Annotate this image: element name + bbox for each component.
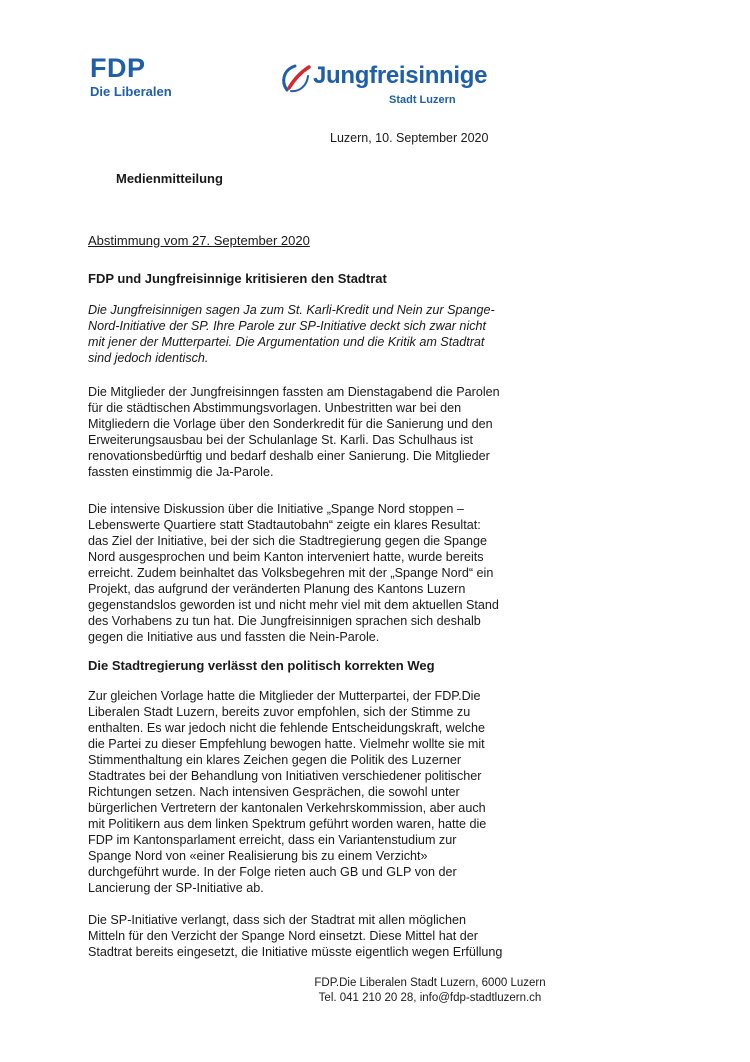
body-paragraph-4: [88, 912, 558, 960]
paragraph-line: FDP im Kantonsparlament erreicht, dass ein Variantenstudium zur: [88, 833, 457, 847]
body-paragraph-1: [88, 384, 558, 480]
jungfreisinnige-logo: [279, 62, 509, 112]
jungfreisinnige-emblem-icon: [279, 62, 313, 96]
paragraph-line: die Partei zu dieser Empfehlung bewogen hatte. Vielmehr wollte sie mit: [88, 737, 485, 751]
paragraph-line: Mitgliedern die Vorlage über den Sonderkredit für die Sanierung und den: [88, 417, 493, 431]
paragraph-line: Projekt, das aufgrund der veränderten Planung des Kantons Luzern: [88, 582, 466, 596]
document-subject: Abstimmung vom 27. September 2020: [88, 233, 310, 248]
paragraph-line: enthalten. Es war jedoch nicht die fehlende Entscheidungskraft, welche: [88, 721, 485, 735]
paragraph-line: Stimmenthaltung ein klares Zeichen gegen die Politik des Luzerner: [88, 753, 462, 767]
paragraph-line: renovationsbedürftig und bedarf deshalb einer Sanierung. Die Mitglieder: [88, 449, 490, 463]
paragraph-line: gegen die Initiative aus und fassten die Nein-Parole.: [88, 630, 380, 644]
lead-paragraph: [88, 302, 558, 366]
footer-contact: Tel. 041 210 20 28, info@fdp-stadtluzern.ch: [318, 992, 542, 1004]
jungfreisinnige-logo-title: Jungfreisinnige: [313, 62, 488, 89]
paragraph-line: Stadtrat bereits eingesetzt, die Initiative müsste eigentlich wegen Erfüllung: [88, 945, 503, 959]
fdp-logo-mark: FDP: [90, 53, 146, 83]
document-type: Medienmitteilung: [116, 171, 223, 186]
paragraph-line: Stadtrates bei der Behandlung von Initiativen verschiedener politischer: [88, 769, 482, 783]
paragraph-line: gegenstandslos geworden ist und nicht mehr viel mit dem aktuellen Stand: [88, 598, 499, 612]
lead-line: Die Jungfreisinnigen sagen Ja zum St. Karli-Kredit und Nein zur Spange-: [88, 303, 495, 317]
paragraph-line: Die intensive Diskussion über die Initiative „Spange Nord stoppen –: [88, 502, 464, 516]
body-paragraph-2: [88, 501, 558, 645]
paragraph-line: bürgerlichen Vertretern der kantonalen Verkehrskommission, aber auch: [88, 801, 486, 815]
paragraph-line: Die Mitglieder der Jungfreisinngen fassten am Dienstagabend die Parolen: [88, 385, 500, 399]
document-date: Luzern, 10. September 2020: [330, 131, 489, 145]
paragraph-line: Die SP-Initiative verlangt, dass sich der Stadtrat mit allen möglichen: [88, 913, 466, 927]
paragraph-line: Lebenswerte Quartiere statt Stadtautobahn“ zeigte ein klares Resultat:: [88, 518, 481, 532]
fdp-logo-subtitle: Die Liberalen: [90, 84, 172, 99]
document-title: FDP und Jungfreisinnige kritisieren den Stadtrat: [88, 271, 387, 286]
paragraph-line: Richtungen setzen. Nach intensiven Gesprächen, die sowohl unter: [88, 785, 460, 799]
footer-address: FDP.Die Liberalen Stadt Luzern, 6000 Luzern: [314, 977, 546, 989]
paragraph-line: das Ziel der Initiative, bei der sich die Stadtregierung gegen die Spange: [88, 534, 488, 548]
paragraph-line: Erweiterungsausbau bei der Schulanlage St. Karli. Das Schulhaus ist: [88, 433, 474, 447]
lead-line: Nord-Initiative der SP. Ihre Parole zur SP-Initiative deckt sich zwar nicht: [88, 319, 487, 333]
paragraph-line: Nord ausgesprochen und beim Kanton interveniert hatte, wurde bereits: [88, 550, 484, 564]
section-heading: Die Stadtregierung verlässt den politisch korrekten Weg: [88, 658, 435, 673]
paragraph-line: für die städtischen Abstimmungsvorlagen. Unbestritten war bei den: [88, 401, 462, 415]
paragraph-line: Mitteln für den Verzicht der Spange Nord einsetzt. Diese Mittel hat der: [88, 929, 478, 943]
body-paragraph-3: [88, 688, 558, 896]
paragraph-line: Spange Nord von «einer Realisierung bis zu einem Verzicht»: [88, 849, 428, 863]
paragraph-line: Lancierung der SP-Initiative ab.: [88, 881, 264, 895]
paragraph-line: durchgeführt wurde. In der Folge rieten auch GB und GLP von der: [88, 865, 457, 879]
paragraph-line: mit Politikern aus dem linken Spektrum geführt worden waren, hatte die: [88, 817, 487, 831]
paragraph-line: fassten einstimmig die Ja-Parole.: [88, 465, 274, 479]
lead-line: mit jener der Mutterpartei. Die Argumentation und die Kritik am Stadtrat: [88, 335, 485, 349]
jungfreisinnige-logo-subtitle: Stadt Luzern: [389, 94, 456, 106]
page-footer: [0, 976, 750, 1006]
paragraph-line: Zur gleichen Vorlage hatte die Mitglieder der Mutterpartei, der FDP.Die: [88, 689, 481, 703]
paragraph-line: Liberalen Stadt Luzern, bereits zuvor empfohlen, sich der Stimme zu: [88, 705, 471, 719]
lead-line: sind jedoch identisch.: [88, 351, 209, 365]
fdp-logo: [90, 54, 172, 99]
paragraph-line: erreicht. Zudem beinhaltet das Volksbegehren mit der „Spange Nord“ ein: [88, 566, 494, 580]
paragraph-line: des Vorhabens zu tun hat. Die Jungfreisinnigen sprachen sich deshalb: [88, 614, 481, 628]
